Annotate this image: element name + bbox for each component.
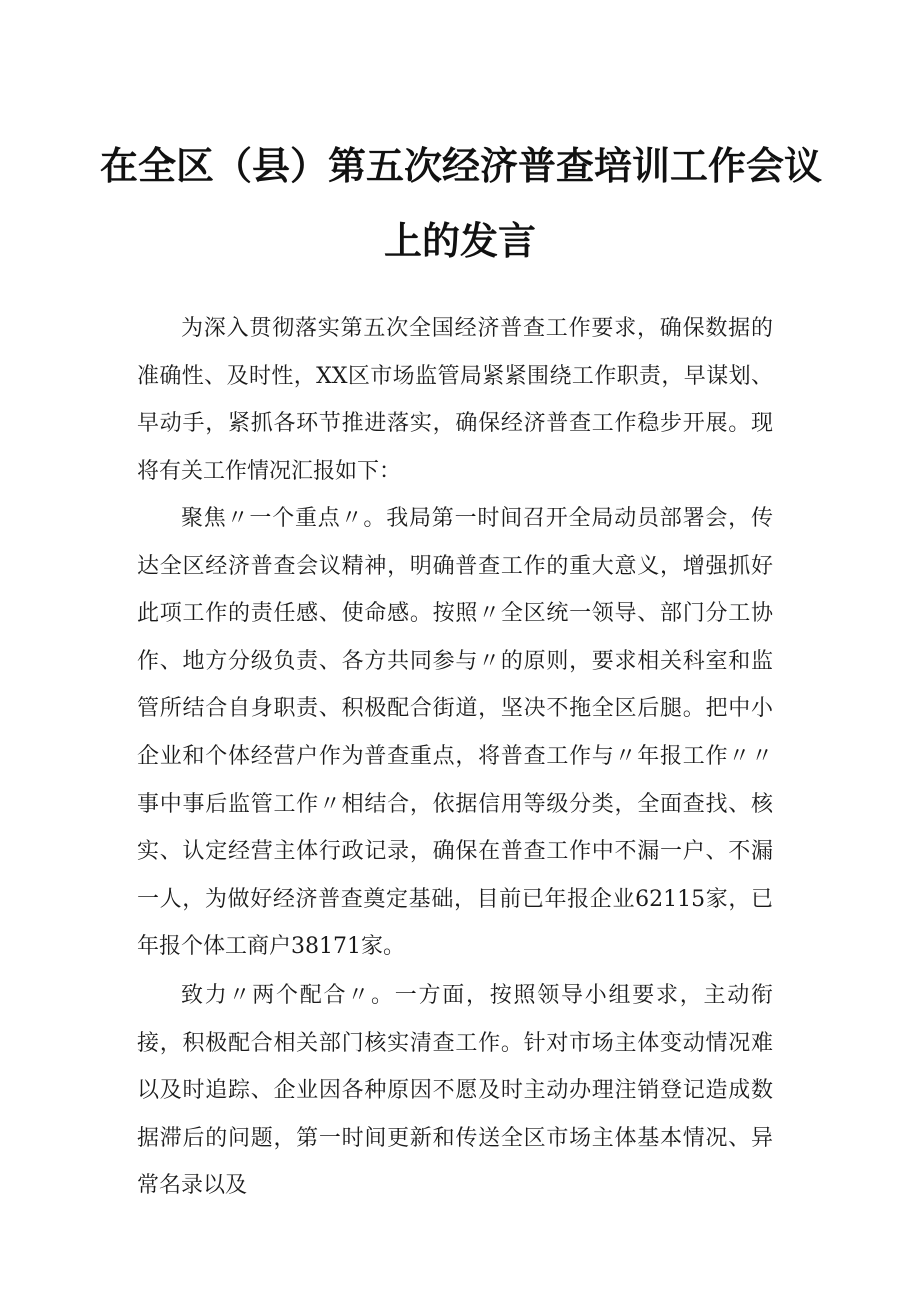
paragraph-intro: 为深入贯彻落实第五次全国经济普查工作要求，确保数据的准确性、及时性，XX区市场监管局紧紧围绕工作职责，早谋划、早动手，紧抓各环节推进落实，确保经济普查工作稳步开展。现将有关工作情况汇报如下： (137, 316, 773, 484)
paragraph-focus-one-priority: 聚焦〃一个重点〃。我局第一时间召开全局动员部署会，传达全区经济普查会议精神，明确普查工作的重大意义，增强抓好此项工作的责任感、使命感。按照〃全区统一领导、部门分工协作、地方分级负责、各方共同参与〃的原则，要求相关科室和监管所结合自身职责、积极配合街道，坚决不拖全区后腿。把中小企业和个体经营户作为普查重点，将普查工作与〃年报工作〃〃事中事后监管工作〃相结合，依据信用等级分类，全面查找、核实、认定经营主体行政记录，确保在普查工作中不漏一户、不漏一人，为做好经济普查奠定基础，目前已年报企业62115家，已年报个体工商户38171家。 (137, 506, 773, 960)
document-title-line-1: 在全区（县）第五次经济普查培训工作会议 (100, 144, 823, 188)
paragraph-two-cooperations: 致力〃两个配合〃。一方面，按照领导小组要求，主动衔接，积极配合相关部门核实清查工作。针对市场主体变动情况难以及时追踪、企业因各种原因不愿及时主动办理注销登记造成数据滞后的问题，第一时间更新和传送全区市场主体基本情况、异常名录以及 (137, 983, 773, 1199)
document-title-line-2: 上的发言 (383, 219, 536, 263)
